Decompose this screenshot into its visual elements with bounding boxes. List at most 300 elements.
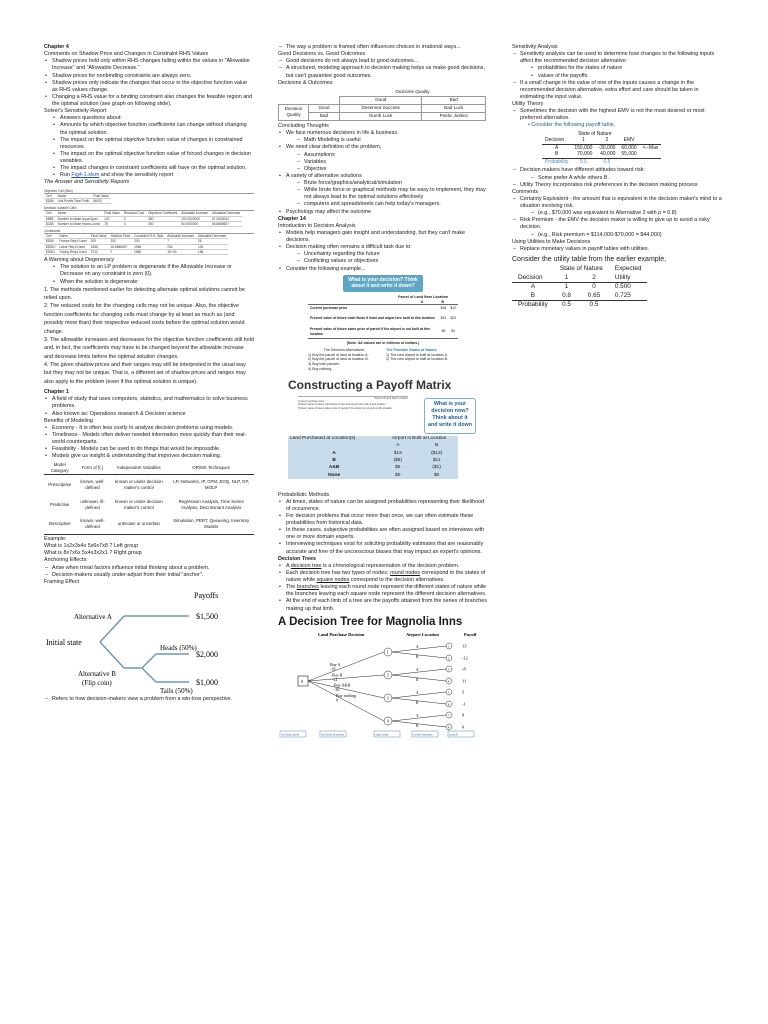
concluding-title: Concluding Thoughts bbox=[278, 123, 329, 129]
table-cell: Allowable Increase bbox=[167, 234, 194, 239]
empty-cell bbox=[309, 96, 340, 104]
table-cell: Present value of future sales price of parcel if the airport is not built at this location bbox=[308, 325, 439, 339]
shadow-price-list bbox=[44, 58, 254, 108]
payoff-matrix-table bbox=[288, 436, 458, 480]
table-cell: Objective Coefficient bbox=[148, 211, 178, 216]
sub-item: – While brute force or graphical methods may be easy to implement, they may not always lead to the optimal solutions effectively bbox=[296, 187, 490, 201]
solver-title: Solver's Sensitivity Report bbox=[44, 108, 107, 115]
column-3 bbox=[512, 44, 724, 309]
example-slide-image bbox=[308, 275, 458, 372]
objective-cell-table bbox=[44, 194, 111, 204]
event-label: A bbox=[416, 713, 419, 718]
decision-trees-list bbox=[278, 563, 490, 613]
event-label: B bbox=[416, 700, 419, 705]
utility-theory-title: Utility Theory bbox=[512, 101, 544, 107]
table-cell: Number to Make Aqua-Spas bbox=[56, 216, 103, 221]
event-label: B bbox=[416, 723, 419, 728]
table-header: Airport is Built at Location bbox=[391, 436, 447, 441]
alternative-a-label: Alternative A bbox=[74, 612, 112, 621]
list-item: – The way a problem is framed often influences choices in irrational ways... bbox=[278, 44, 490, 51]
heads-label: Heads (50%) bbox=[160, 643, 197, 652]
empty-cell bbox=[640, 137, 662, 144]
decision-callout: What is your decision now? Think about it and write it down bbox=[424, 398, 476, 434]
table-cell: Final Value bbox=[90, 234, 107, 239]
table-cell: Allowable Decrease bbox=[212, 211, 241, 216]
chapter-1-list bbox=[44, 396, 254, 417]
list-item bbox=[278, 244, 490, 265]
row-label: B bbox=[530, 291, 536, 299]
sub-item: – computers and spreadsheets can help today's managers. bbox=[296, 201, 490, 208]
decision-node bbox=[298, 676, 308, 686]
table-cell: Simulation, PERT, Queueing, Inventory Models bbox=[168, 515, 254, 535]
table-cell: known or under decision maker's control bbox=[115, 498, 163, 510]
spreadsheet-link[interactable]: Fig4-1.xlsm bbox=[71, 172, 100, 179]
probability-value: 0.5 bbox=[603, 158, 611, 165]
sub-item: • values of the payoffs bbox=[530, 73, 724, 80]
table-cell: -30,000 bbox=[598, 144, 616, 151]
sensitivity-list bbox=[512, 51, 724, 101]
degeneracy-title: A Warning about Degeneracy bbox=[44, 257, 115, 264]
table-cell: Name bbox=[56, 211, 103, 216]
state-of-nature-header: State of Nature bbox=[559, 265, 603, 273]
table-cell: Allowable Increase bbox=[181, 211, 209, 216]
location-a: A bbox=[420, 299, 424, 304]
table-cell: ($1) bbox=[432, 465, 441, 471]
row-label: A bbox=[332, 450, 336, 456]
variable-cells-label: Decision Variable Cells bbox=[44, 206, 254, 211]
run-instruction bbox=[52, 172, 254, 179]
sensitivity-report-image bbox=[44, 189, 254, 256]
bullet-icon: • bbox=[528, 122, 532, 129]
list-item-text: Sensitivity analysis can be used to determine how changes to the following inputs affect the recommended decision alternative: bbox=[520, 51, 715, 65]
row-label: A bbox=[555, 144, 559, 151]
thumbnail-header: Parcel of Land Near Location bbox=[374, 396, 408, 400]
list-item: • Shadow prices only indicate the changes that occur in the objective function value as RHS values change. bbox=[44, 80, 254, 94]
table-header: Decision bbox=[518, 273, 543, 281]
probability-label: Probability bbox=[545, 158, 569, 165]
list-item: • Shadow prices hold only within RHS changes falling within the values in "Allowable Increase" and "Allowable Decrease." bbox=[44, 58, 254, 72]
degeneracy-list bbox=[44, 264, 254, 285]
list-item bbox=[512, 167, 724, 181]
flip-coin-label: (Flip coin) bbox=[82, 678, 112, 687]
payoff-1: $1,500 bbox=[196, 611, 218, 621]
list-item: • Timeliness - Models often deliver needed information more quickly than their real-world counterparts. bbox=[44, 432, 254, 446]
table-cell: 26 bbox=[196, 239, 228, 244]
sub-list bbox=[520, 232, 724, 239]
table-cell: Cell bbox=[44, 194, 56, 199]
row-label: B bbox=[555, 151, 559, 158]
list-item bbox=[278, 563, 490, 570]
table-cell: 55,000 bbox=[621, 151, 637, 158]
list-item bbox=[512, 51, 724, 80]
table-cell: $D$6 bbox=[46, 198, 54, 203]
probability-value: 0.5 bbox=[562, 301, 571, 309]
list-item: • Interviewing techniques exist for soliciting probability estimates that are reasonably accurate and free of the unconscious biases that may impact an expert's opinions. bbox=[278, 541, 490, 555]
list-item: • Answers questions about: bbox=[52, 115, 254, 122]
node-label: 6 bbox=[447, 702, 450, 707]
empty-cell bbox=[640, 151, 662, 158]
table-cell: Name bbox=[57, 234, 88, 239]
expected-header: Expected bbox=[614, 265, 642, 273]
numbered-point: 2. The reduced costs for the changing cells may not be unique. Also, the objective function coefficients for changing cells must change by at least as much as (and possibly more than) their respective reduced costs before the optimal solution would change. bbox=[44, 303, 245, 335]
list-item-text: We face numerous decisions in life & business. bbox=[286, 130, 399, 137]
table-cell: $23 bbox=[450, 315, 456, 320]
event-label: A bbox=[416, 667, 419, 672]
table-cell: 100.0000000 bbox=[179, 216, 210, 221]
table-cell: 168 bbox=[196, 249, 228, 254]
node-label: 1 bbox=[386, 649, 389, 655]
list-item: • Changing a RHS value for a binding constraint also changes the feasible region and the optimal solution (see graph on following slide). bbox=[44, 94, 254, 108]
text-run: leaving each round node represent the different states of nature while the branches leaving each square node represent the different decision alternatives. bbox=[286, 584, 487, 598]
outcome-quality-table bbox=[278, 89, 486, 121]
table-cell: Allowable Decrease bbox=[198, 234, 227, 239]
table-cell: 0.8 bbox=[562, 291, 571, 299]
table-cell: 50.0000000 bbox=[179, 221, 210, 226]
chapter-14-subtitle: Introduction to Decision Analysis bbox=[278, 222, 356, 229]
list-item: – Refers to how decision-makers view a problem from a win-loss perspective. bbox=[44, 696, 254, 703]
table-cell: 1E+30 bbox=[165, 249, 196, 254]
chapter-4-title: Chapter 4 bbox=[44, 44, 69, 50]
table-cell: $6 bbox=[439, 325, 449, 339]
payoff-value: -8 bbox=[462, 666, 466, 672]
anchoring-title: Anchoring Effects: bbox=[44, 557, 88, 564]
table-cell: 16.6666667 bbox=[109, 244, 133, 249]
list-item bbox=[512, 217, 724, 238]
list-item: • Economy - It is often less costly to analyze decision problems using models. bbox=[44, 425, 254, 432]
legend-label: decision node bbox=[281, 732, 300, 737]
payoff-value: 5 bbox=[462, 689, 465, 695]
event-label: B bbox=[416, 654, 419, 659]
table-cell: Unit Profits Total Profit bbox=[57, 198, 90, 203]
comments-list bbox=[512, 196, 724, 239]
empty-cell bbox=[288, 443, 380, 450]
comments-title: Comments bbox=[512, 188, 539, 195]
table-cell: $D$10 bbox=[46, 244, 56, 249]
table-cell: ($12) bbox=[431, 450, 443, 456]
tree-header: Land Purchase Decision bbox=[318, 631, 365, 637]
framing-continued-list bbox=[278, 44, 490, 51]
table-header: Model Category bbox=[44, 461, 75, 474]
empty-cell bbox=[279, 96, 309, 104]
table-cell: ($8) bbox=[393, 457, 403, 463]
table-cell: 122 bbox=[102, 216, 122, 221]
values-note: (Note: All values are in millions of dollars.) bbox=[346, 341, 420, 346]
table-cell: 78 bbox=[102, 221, 122, 226]
framing-title: Framing Effect bbox=[44, 578, 79, 585]
decision-row-label: Bad bbox=[309, 112, 340, 120]
table-header: 1 bbox=[582, 137, 585, 144]
alternatives-box bbox=[308, 348, 380, 372]
branch-cost: -12 bbox=[332, 676, 338, 682]
state-of-nature-header: State of Nature bbox=[578, 130, 612, 137]
state-item: 1) The new airport is built at location A. bbox=[386, 352, 448, 357]
table-cell: 60,000 bbox=[621, 144, 637, 151]
list-item: – If a small change in the value of one of the inputs causes a change in the recommended decision alternative, extra effort and care should be taken in estimating the input value. bbox=[512, 80, 724, 101]
list-item: • Also known as: Operations research & Decision science bbox=[44, 411, 254, 418]
column-2 bbox=[278, 44, 490, 740]
degeneracy-points bbox=[44, 286, 254, 387]
row-label: None bbox=[328, 472, 341, 478]
location-b: B bbox=[441, 299, 444, 304]
sub-item: – Uncertainty regarding the future bbox=[296, 251, 490, 258]
tree-branches bbox=[308, 643, 452, 730]
table-cell: 2880 bbox=[132, 249, 165, 254]
chapter-14-title: Chapter 14 bbox=[278, 215, 306, 222]
list-item-text: Risk Premium - the EMV the decision maker is willing to give up to avoid a risky decision. bbox=[520, 217, 710, 231]
branch-cost: -30 bbox=[334, 686, 340, 692]
chapter-14-list bbox=[278, 230, 490, 273]
table-header: OR/MS Techniques bbox=[168, 461, 254, 474]
consider-line bbox=[512, 122, 724, 129]
node-label: 0 bbox=[301, 678, 303, 684]
table-cell: $0 bbox=[395, 472, 401, 478]
list-item: • At times, states of nature can be assigned probabilities representing their likelihood of occurrence. bbox=[278, 499, 490, 513]
node-label: 5 bbox=[447, 690, 450, 695]
thumbnail-row: Current purchase price bbox=[298, 399, 325, 403]
payoff-value: 13 bbox=[462, 643, 467, 649]
table-cell: LP, Networks, IP, CPM, EOQ, NLP, GP, MOLP bbox=[173, 478, 250, 490]
state-item: 2) The new airport is built at location B. bbox=[386, 357, 449, 362]
event-branch bbox=[392, 646, 446, 652]
table-header: Form of f(.) bbox=[75, 461, 109, 474]
table-cell: 200 bbox=[89, 239, 109, 244]
table-header: 2 bbox=[605, 137, 609, 144]
list-item: – Utility Theory incorporates risk preferences in the decision making process bbox=[512, 182, 724, 189]
table-cell: 0.500 bbox=[614, 283, 631, 291]
event-branch bbox=[392, 652, 446, 658]
table-cell: Labor Req'd Used bbox=[57, 244, 88, 249]
event-branch bbox=[392, 698, 446, 704]
outcome-quality-header: Outcome Quality bbox=[395, 89, 430, 95]
model-category-table bbox=[44, 461, 254, 535]
table-cell: Prescriptive bbox=[48, 481, 72, 487]
sub-list bbox=[520, 175, 724, 182]
event-branch bbox=[392, 721, 446, 727]
row-label: A&B bbox=[328, 465, 340, 471]
payoff-matrix-image bbox=[288, 396, 490, 492]
sub-list bbox=[286, 251, 490, 265]
payoff-3: $1,000 bbox=[196, 677, 218, 687]
table-header: A bbox=[396, 443, 400, 449]
alternatives-states bbox=[308, 348, 458, 372]
initial-state-label: Initial state bbox=[46, 637, 82, 647]
table-cell: $D$9 bbox=[44, 239, 57, 244]
sub-item: – Objective bbox=[296, 166, 490, 173]
table-cell: 87.5000000 bbox=[210, 216, 242, 221]
good-decisions-list bbox=[278, 58, 490, 79]
decisions-outcomes-title: Decisions & Outcomes bbox=[278, 79, 333, 86]
list-item: • A field of study that uses computers, statistics, and mathematics to solve business problems. bbox=[44, 396, 254, 410]
using-utilities-title: Using Utilities to Make Decisions bbox=[512, 238, 591, 245]
table-cell: $4 bbox=[448, 325, 458, 339]
list-item: – Decision-makers usually under-adjust from their initial "anchor". bbox=[44, 572, 254, 579]
list-item: – Replace monetary values in payoff tables with utilities. bbox=[512, 246, 724, 253]
risk-attitude-list bbox=[512, 167, 724, 188]
magnolia-decision-tree bbox=[278, 630, 478, 740]
list-item: • Shadow prices for nonbinding constraints are always zero. bbox=[44, 73, 254, 80]
payoff-value: -12 bbox=[462, 655, 468, 661]
table-cell: 0 bbox=[122, 221, 146, 226]
table-cell: Dumb Luck bbox=[339, 112, 422, 120]
table-cell: $12 bbox=[450, 305, 456, 310]
node-label: 1 bbox=[447, 644, 450, 649]
table-cell: 40,000 bbox=[600, 151, 616, 158]
table-header: B bbox=[435, 443, 439, 449]
outcome-col-header: Good bbox=[339, 96, 422, 104]
underlined-term: square nodes bbox=[316, 577, 350, 583]
table-header: Utility bbox=[614, 273, 631, 281]
framing-list bbox=[44, 696, 254, 703]
states-title: The Possible States of Nature bbox=[386, 348, 437, 352]
sensitivity-title: Sensitivity Analysis bbox=[512, 44, 558, 50]
text-run: correspond to the decision alternatives. bbox=[349, 577, 445, 583]
list-item: – A structured, modeling approach to decision making helps us make good decisions, but can't guarantee good outcomes. bbox=[278, 65, 490, 79]
table-cell: Cell bbox=[44, 234, 57, 239]
event-label: A bbox=[416, 644, 419, 649]
table-header: Decision bbox=[545, 137, 565, 144]
probability-value: 0.5 bbox=[589, 301, 599, 309]
node-label: 3 bbox=[386, 695, 389, 701]
table-cell: 200 bbox=[132, 239, 165, 244]
row-label: B bbox=[332, 457, 336, 463]
table-cell: $C$5 bbox=[46, 221, 54, 226]
list-item bbox=[278, 584, 490, 598]
sub-item: – Variables bbox=[296, 159, 490, 166]
sub-item: – Assumptions bbox=[296, 152, 490, 159]
table-cell: Present value of future cash flows if hotel and airport are built at this location bbox=[310, 315, 435, 320]
table-cell: Regression Analysis, Time Series Analysis, Discriminant Analysis bbox=[178, 498, 244, 510]
payoff-value: 0 bbox=[462, 712, 465, 718]
empty-cell bbox=[309, 89, 340, 97]
table-cell: $31 bbox=[440, 315, 447, 320]
table-cell: Poetic Justice bbox=[422, 112, 486, 120]
table-cell: known or under decision maker's control bbox=[115, 478, 163, 490]
event-branch bbox=[392, 675, 446, 681]
table-cell: 0.725 bbox=[614, 291, 631, 299]
alternative-b-label: Alternative B bbox=[78, 669, 116, 678]
alternatives-title: The Decision Alternatives bbox=[323, 348, 365, 352]
list-item: • At the end of each limb of a tree are the payoffs attained from the series of branches making up that limb. bbox=[278, 598, 490, 612]
good-decisions-title: Good Decisions vs. Good Outcomes bbox=[278, 51, 366, 58]
objective-cell-label: Objective Cell (Max) bbox=[44, 189, 254, 194]
event-branch bbox=[392, 669, 446, 675]
table-cell: $B$5 bbox=[44, 216, 56, 221]
sub-item: – Math Modeling is useful bbox=[296, 137, 490, 144]
list-item: • The impact changes in constraint coefficients will have on the optimal solution. bbox=[52, 165, 254, 172]
empty-cell bbox=[618, 158, 639, 165]
sub-item: – (e.g., Risk premium = $114,000-$70,000 = $44,000) bbox=[530, 232, 724, 239]
run-prefix: Run bbox=[60, 172, 72, 179]
table-cell: 66.6666667 bbox=[210, 221, 242, 226]
list-item: – Sometimes the decision with the highest EMV is not the most desired or most preferred alternative. bbox=[512, 108, 724, 122]
branch-label: Buy A&B bbox=[334, 682, 351, 688]
table-cell: Predictive bbox=[50, 501, 70, 507]
decision-row-label: Good bbox=[309, 104, 340, 112]
underlined-term: decision tree bbox=[290, 562, 322, 569]
sub-list bbox=[520, 65, 724, 79]
list-item: • Models give us insight & understanding that improves decision making. bbox=[44, 453, 254, 460]
list-item: • The impact on the optimal objective function value of changes in constrained resources. bbox=[52, 137, 254, 151]
probabilistic-title: Probabilistic Methods bbox=[278, 491, 330, 498]
table-cell: Cell bbox=[44, 211, 56, 216]
table-cell: Bad Luck bbox=[422, 104, 486, 112]
node-label: 4 bbox=[447, 679, 450, 684]
list-item: • Psychology may affect the outcome bbox=[278, 209, 490, 216]
empty-cell bbox=[609, 301, 648, 310]
table-cell: $11 bbox=[432, 457, 441, 463]
table-cell: Deserved Success bbox=[339, 104, 422, 112]
tails-label: Tails (50%) bbox=[160, 686, 193, 695]
table-header: 1 bbox=[564, 273, 569, 281]
chapter-4-subtitle: Comments on Shadow Price and Changes in Constraint RHS Values bbox=[44, 51, 209, 58]
payoff-2: $2,000 bbox=[196, 649, 218, 659]
utility-table-intro: Consider the utility table from the earlier example, bbox=[512, 255, 667, 263]
sub-item: – Conflicting values or objectives bbox=[296, 258, 490, 265]
sub-list bbox=[520, 210, 724, 217]
list-item-text: Certainty Equivalent - the amount that is equivalent in the decision maker's mind to a situation involving risk. bbox=[520, 195, 722, 210]
payoff-value: 0 bbox=[462, 724, 465, 730]
legend-label: decision branches bbox=[321, 732, 345, 737]
chapter-1-title: Chapter 1 bbox=[44, 389, 69, 396]
event-branch bbox=[392, 692, 446, 698]
thumbnail-row: Present value of future sales price of parcel if the airport is not built at this location bbox=[298, 406, 393, 410]
benefits-title: Benefits of Modeling bbox=[44, 417, 93, 424]
column-1 bbox=[44, 44, 254, 703]
text-run: is a chronological representation of the decision problem. bbox=[321, 562, 460, 569]
max-marker: <--Max bbox=[642, 144, 659, 151]
alternative-item: 2) Buy the parcel of land at location B. bbox=[308, 357, 369, 362]
framing-effect-diagram bbox=[44, 586, 254, 696]
text-run: The bbox=[286, 584, 297, 591]
list-item: • The impact on the optimal objective function value of forced changes in decision variables. bbox=[52, 151, 254, 165]
probability-label: Probability bbox=[518, 301, 548, 309]
solver-list bbox=[44, 115, 254, 179]
table-header: 2 bbox=[592, 273, 596, 281]
tails-branch bbox=[142, 668, 156, 682]
sub-item: – (e.g., $70,000 was equivalent to Alternative 2 with p = 0.8) bbox=[530, 210, 724, 217]
node-label: 3 bbox=[447, 667, 450, 672]
table-cell: known, well-defined bbox=[80, 478, 105, 490]
legend-label: payoff bbox=[449, 732, 458, 737]
example-line: What is 8x7x6x 5x4x3x2x1 ? Right group bbox=[44, 550, 142, 557]
node-label: 7 bbox=[447, 713, 450, 718]
table-cell: 126 bbox=[196, 244, 228, 249]
table-cell: $13 bbox=[393, 450, 402, 456]
node-label: 4 bbox=[386, 718, 389, 724]
table-cell: 1566 bbox=[132, 244, 165, 249]
event-label: A bbox=[416, 690, 419, 695]
table-cell: 350 bbox=[146, 216, 179, 221]
thumbnail-row: Present value of future cash flows if hotel and airport are built at this location bbox=[298, 403, 386, 407]
table-cell: 0 bbox=[592, 283, 596, 291]
list-item: • Amounts by which objective function coefficients can change without changing the optimal solution. bbox=[52, 122, 254, 136]
table-cell: $18 bbox=[440, 305, 447, 310]
table-header: EMV bbox=[623, 137, 635, 144]
underlined-term: round nodes bbox=[389, 569, 420, 576]
empty-cell bbox=[640, 158, 662, 165]
row-label: A bbox=[530, 283, 536, 291]
numbered-point: 4. The given shadow prices and their ranges may still be interpreted in the usual way but they may not be unique. That is, a different set of shadow prices and ranges may also apply to the problem (even if the optimal solution is unique). bbox=[44, 362, 246, 385]
sub-item: – Some prefer A while others B. bbox=[530, 175, 724, 182]
table-cell: 1566 bbox=[89, 244, 109, 249]
tree-legend bbox=[280, 731, 474, 737]
answer-report-title: The Answer and Sensitivity Reports bbox=[44, 179, 130, 186]
list-item: • In these cases, subjective probabilities are often assigned based on interviews with one or more domain experts. bbox=[278, 527, 490, 541]
probability-value: 0.5 bbox=[579, 158, 587, 165]
decision-branch bbox=[308, 675, 384, 681]
tree-header: Payoff bbox=[464, 631, 477, 637]
constraints-label: Constraints bbox=[44, 229, 254, 234]
